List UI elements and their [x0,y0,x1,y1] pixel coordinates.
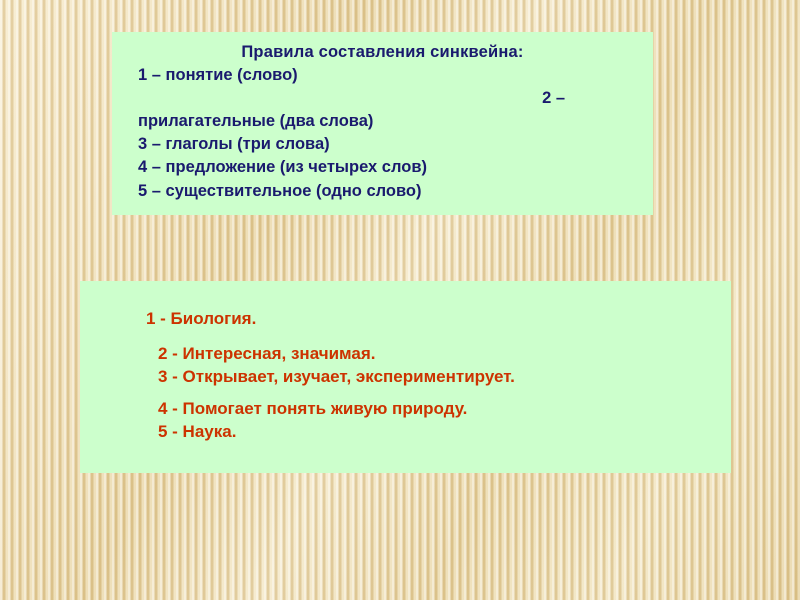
rules-line-3: прилагательные (два слова) [138,112,374,131]
example-line-1: 1 - Биология. [146,309,257,328]
example-line-2: 2 - Интересная, значимая. [158,343,376,363]
rules-title: Правила составления синквейна: [241,43,524,61]
example-panel [80,281,731,473]
example-spacer-1 [80,331,731,343]
rules-line-6: 5 – существительное (одно слово) [138,181,422,200]
rules-line-5: 4 – предложение (из четырех слов) [138,158,427,177]
rules-panel [112,32,653,215]
example-line-4: 4 - Помогает понять живую природу. [158,398,468,418]
rules-line-1: 1 – понятие (слово) [138,66,298,84]
example-line-3: 3 - Открывает, изучает, экспериментирует. [158,366,515,386]
example-top-spacer [80,281,731,308]
example-spacer-2 [80,389,731,398]
rules-line-2: 2 – [542,89,565,108]
example-line-5: 5 - Наука. [158,421,237,441]
rules-line-4: 3 – глаголы (три слова) [138,135,330,154]
